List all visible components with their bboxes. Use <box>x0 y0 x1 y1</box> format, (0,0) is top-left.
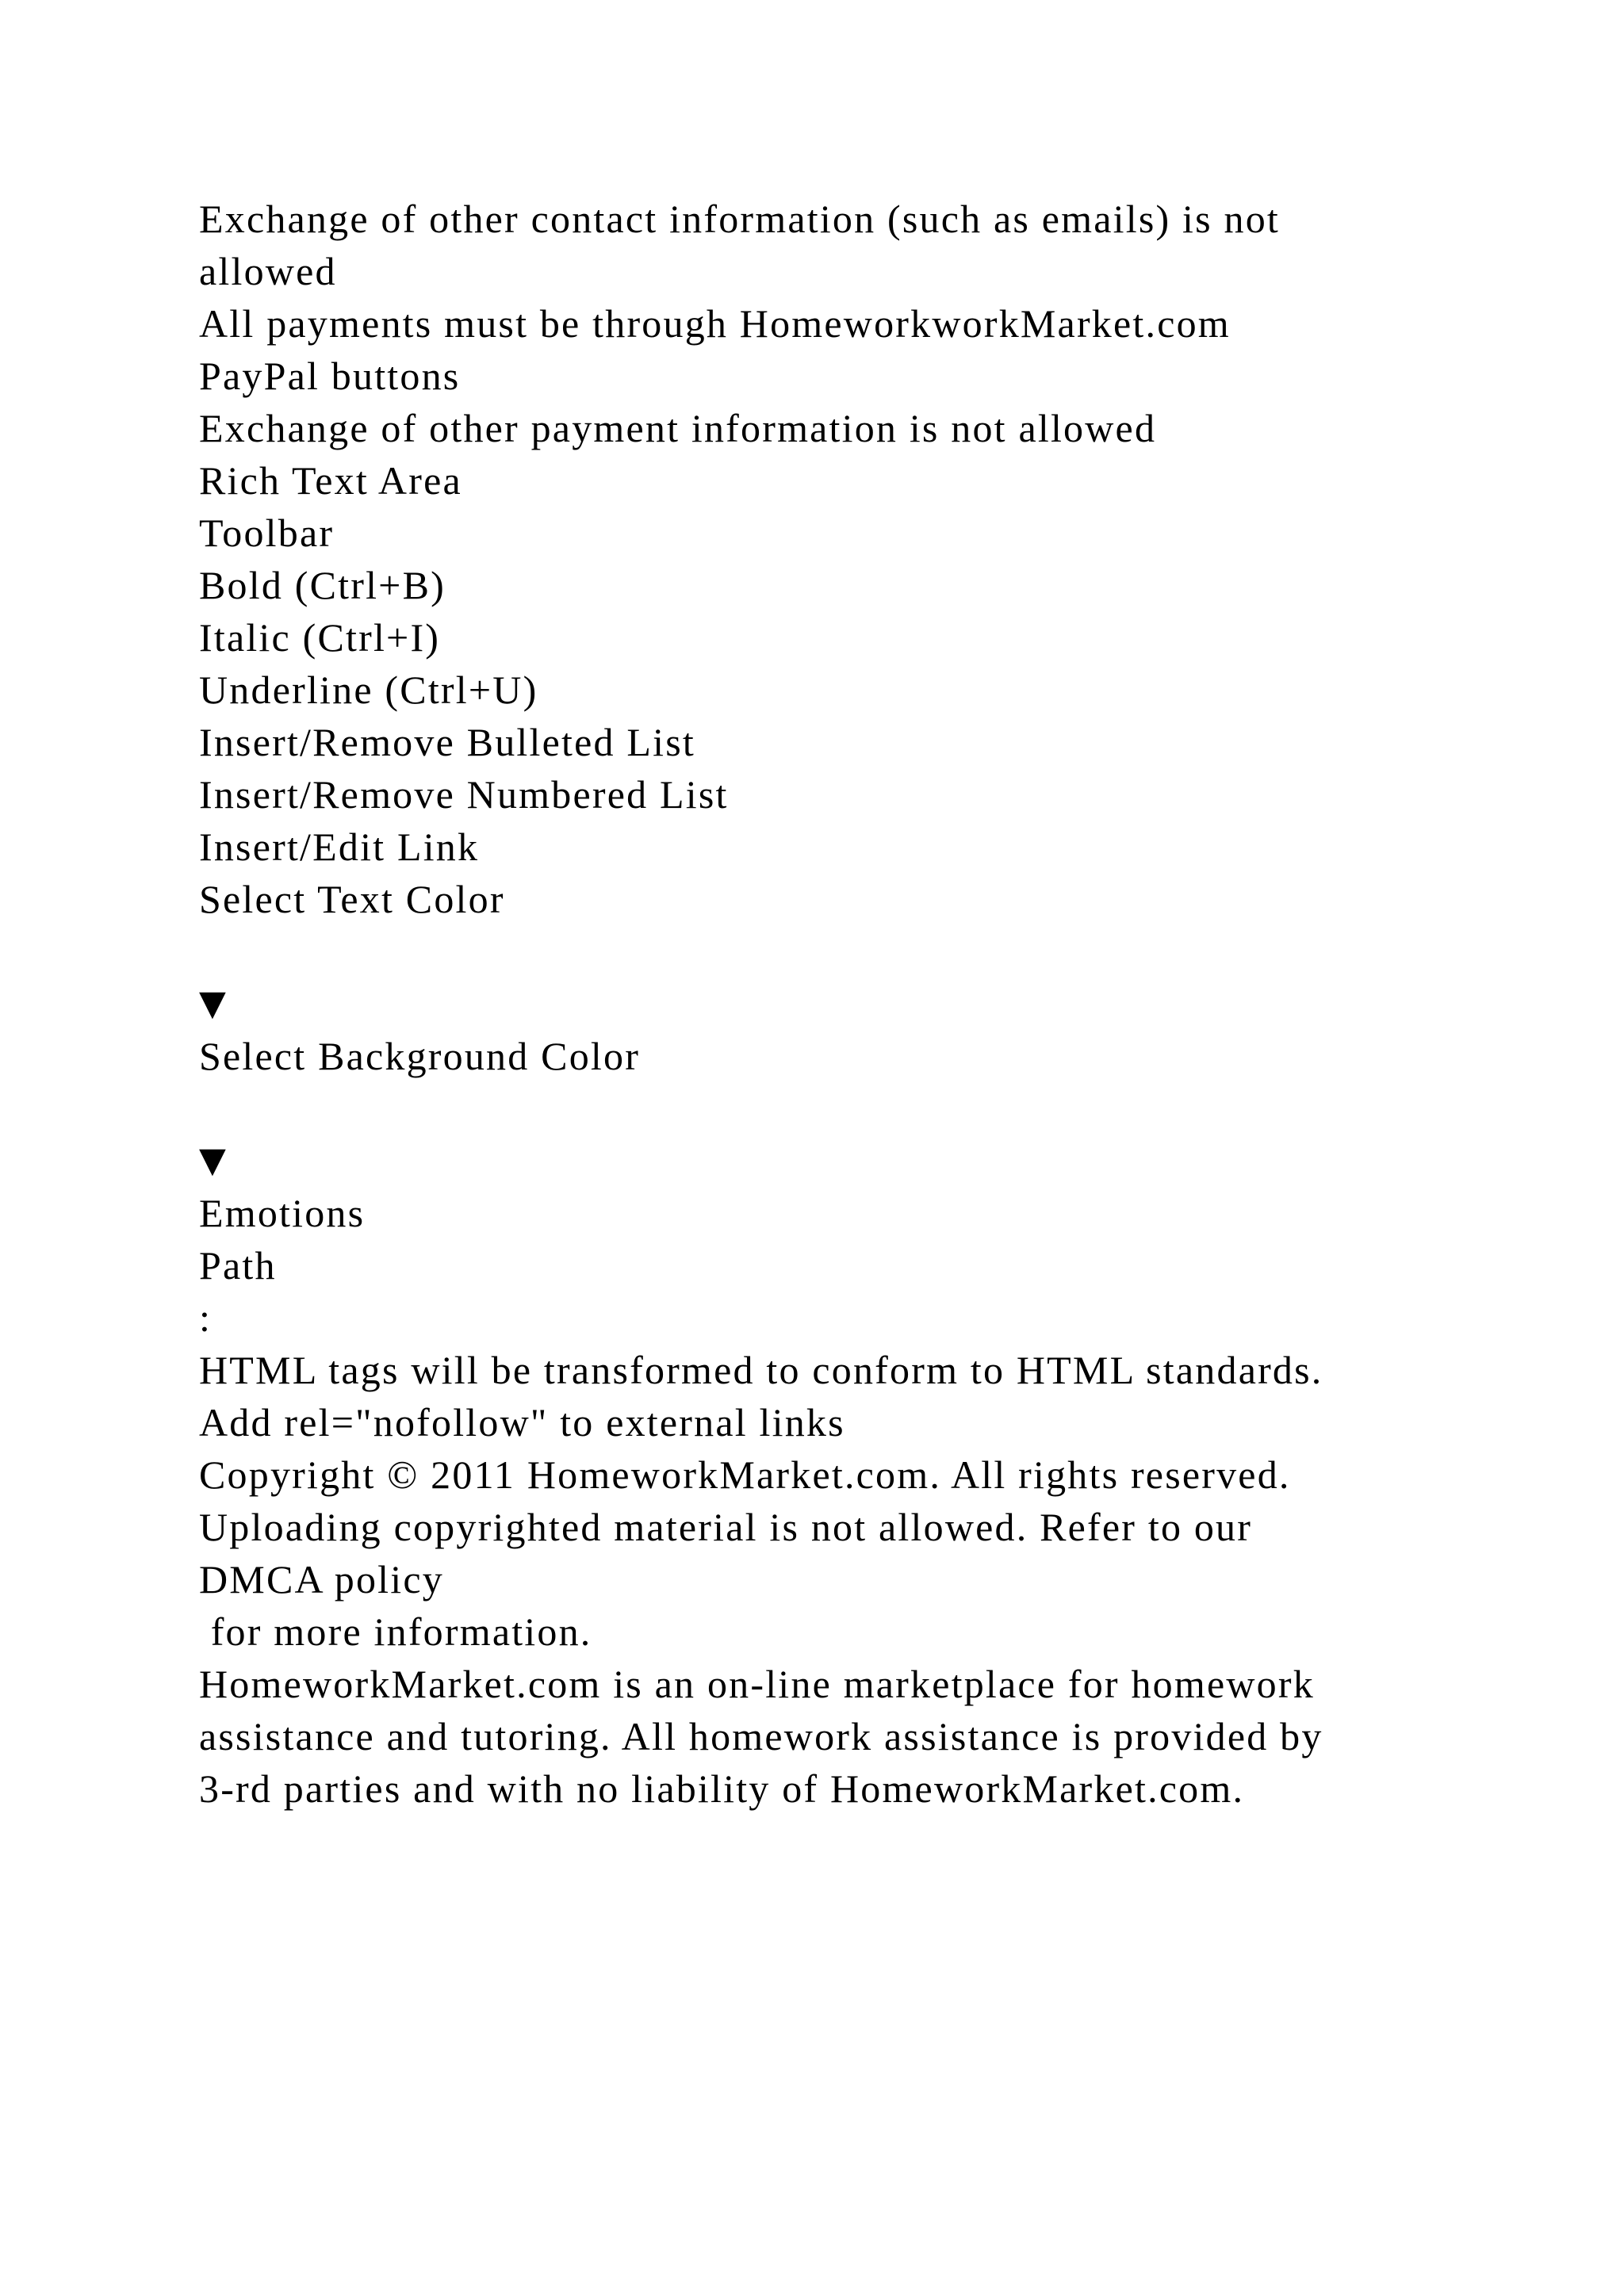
bold-button[interactable]: Bold (Ctrl+B) <box>199 563 446 607</box>
insert-link-button[interactable]: Insert/Edit Link <box>199 825 480 869</box>
numbered-list-button[interactable]: Insert/Remove Numbered List <box>199 772 729 817</box>
payments-notice-line-2: PayPal buttons <box>199 354 461 398</box>
background-color-dropdown-icon[interactable]: ▼ <box>199 1140 226 1181</box>
toolbar-label: Toolbar <box>199 511 335 555</box>
about-line-3: 3-rd parties and with no liability of HomeworkMarket.com. <box>199 1766 1245 1811</box>
upload-notice-line-1: Uploading copyrighted material is not allowed. Refer to our <box>199 1505 1253 1549</box>
nofollow-checkbox-label[interactable]: Add rel="nofollow" to external links <box>199 1400 845 1445</box>
spacer <box>199 1082 1500 1135</box>
text-color-dropdown-icon[interactable]: ▼ <box>199 983 226 1024</box>
html-tags-note: HTML tags will be transformed to conform to HTML standards. <box>199 1348 1323 1392</box>
path-label: Path <box>199 1243 277 1288</box>
document-page <box>199 193 1500 1815</box>
upload-notice-line-2: for more information. <box>199 1609 592 1654</box>
underline-button[interactable]: Underline (Ctrl+U) <box>199 668 538 712</box>
spacer <box>199 925 1500 978</box>
about-line-2: assistance and tutoring. All homework assistance is provided by <box>199 1714 1323 1758</box>
payment-info-notice: Exchange of other payment information is not allowed <box>199 406 1157 450</box>
background-color-button[interactable]: Select Background Color <box>199 1034 641 1078</box>
bulleted-list-button[interactable]: Insert/Remove Bulleted List <box>199 720 695 764</box>
emotions-button[interactable]: Emotions <box>199 1191 366 1235</box>
dmca-policy-link[interactable]: DMCA policy <box>199 1557 444 1601</box>
contact-notice-line-2: allowed <box>199 249 337 293</box>
rich-text-area-label[interactable]: Rich Text Area <box>199 458 462 503</box>
about-line-1: HomeworkMarket.com is an on-line marketplace for homework <box>199 1662 1315 1706</box>
contact-notice-line-1: Exchange of other contact information (such as emails) is not <box>199 197 1280 241</box>
path-separator: : <box>199 1295 213 1340</box>
payments-notice-line-1: All payments must be through HomeworkworkMarket.com <box>199 301 1231 346</box>
italic-button[interactable]: Italic (Ctrl+I) <box>199 615 441 660</box>
copyright-text: Copyright © 2011 HomeworkMarket.com. All rights reserved. <box>199 1452 1291 1497</box>
text-color-button[interactable]: Select Text Color <box>199 877 505 921</box>
